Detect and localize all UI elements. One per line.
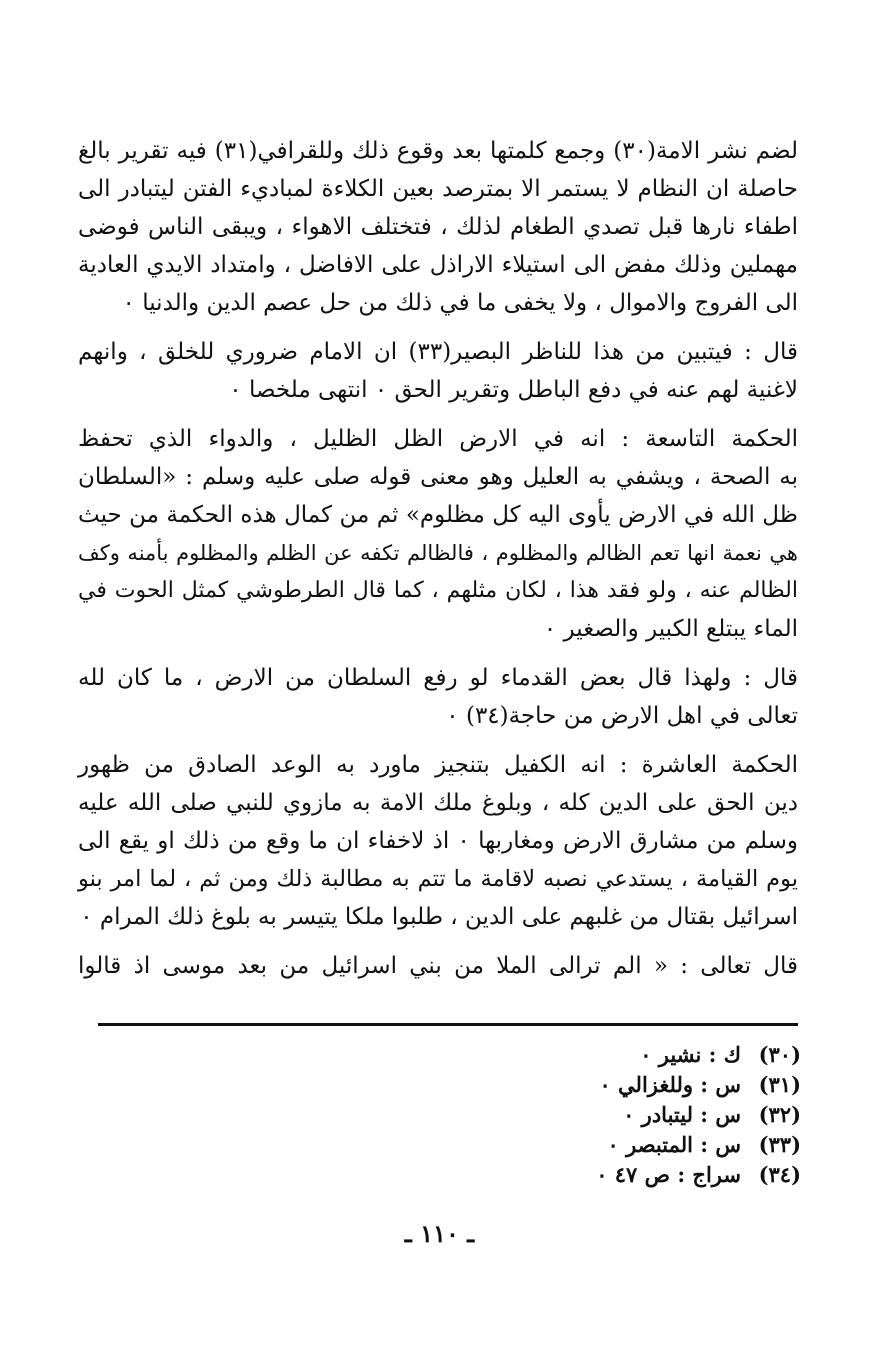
text-line: لاغنية لهم عنه في دفع الباطل وتقرير الحق ٠ انتهى ملخصا ٠ bbox=[229, 377, 798, 403]
text-line: الماء يبتلع الكبير والصغير ٠ bbox=[543, 616, 798, 642]
paragraph-2 bbox=[78, 333, 798, 409]
footnote-number: (٣٢) bbox=[758, 1102, 801, 1127]
footnote-item bbox=[501, 1130, 801, 1160]
text-line: قال : ولهذا قال بعض القدماء لو رفع السلطان من الارض ، ما كان لله bbox=[78, 665, 798, 691]
paragraph-3 bbox=[78, 420, 798, 648]
footnote-number: (٣١) bbox=[758, 1072, 801, 1097]
footnote-text: سراج : ص ٤٧ ٠ bbox=[596, 1162, 741, 1187]
text-line: ظل الله في الارض يأوى اليه كل مظلوم» ثم من كمال هذه الحكمة من حيث bbox=[78, 502, 798, 528]
footnote-number: (٣٣) bbox=[758, 1132, 801, 1157]
footnote-item bbox=[501, 1040, 801, 1070]
text-line: هي نعمة انها تعم الظالم والمظلوم ، فالظالم تكفه عن الظلم والمظلوم بأمنه وكف bbox=[78, 541, 798, 565]
text-line: لضم نشر الامة(٣٠) وجمع كلمتها بعد وقوع ذلك وللقرافي(٣١) فيه تقرير بالغ bbox=[78, 138, 799, 164]
page-number: ـ ١١٠ ـ bbox=[404, 1219, 475, 1248]
footnote-text: ك : نشير ٠ bbox=[640, 1042, 741, 1067]
text-line: يوم القيامة ، يستدعي نصبه لاقامة ما تتم به مطالبة ذلك ومن ثم ، لما امر بنو bbox=[78, 866, 798, 892]
paragraph-4 bbox=[78, 659, 798, 735]
text-line: وسلم من مشارق الارض ومغاربها ٠ اذ لاخفاء ان ما وقع من ذلك او يقع الى bbox=[78, 828, 798, 854]
paragraph-5 bbox=[78, 746, 798, 936]
text-line: الحكمة التاسعة : انه في الارض الظل الظليل ، والدواء الذي تحفظ bbox=[78, 426, 798, 452]
text-line: مهملين وذلك مفض الى استيلاء الاراذل على الافاضل ، وامتداد الايدي العادية bbox=[78, 252, 798, 278]
footnote-divider bbox=[98, 1023, 798, 1026]
footnote-text: س : المتبصر ٠ bbox=[607, 1132, 741, 1157]
text-line: اسرائيل بقتال من غلبهم على الدين ، طلبوا ملكا يتيسر به بلوغ ذلك المرام ٠ bbox=[80, 904, 798, 930]
footnote-text: س : وللغزالي ٠ bbox=[599, 1072, 741, 1097]
footnote-number: (٣٤) bbox=[758, 1162, 801, 1187]
text-line: قال : فيتبين من هذا للناظر البصير(٣٣) ان الامام ضروري للخلق ، وانهم bbox=[78, 339, 798, 365]
text-line: الظالم عنه ، ولو فقد هذا ، لكان مثلهم ، كما قال الطرطوشي كمثل الحوت في bbox=[78, 578, 798, 603]
text-line: به الصحة ، ويشفي به العليل وهو معنى قوله صلى عليه وسلم : «السلطان bbox=[78, 464, 798, 490]
footnote-item bbox=[501, 1100, 801, 1130]
text-line: الحكمة العاشرة : انه الكفيل بتنجيز ماورد به الوعد الصادق من ظهور bbox=[78, 752, 798, 778]
main-text bbox=[78, 132, 798, 996]
text-line: اطفاء نارها قبل تصدي الطغام لذلك ، فتختلف الاهواء ، ويبقى الناس فوضى bbox=[78, 214, 798, 240]
text-line: دين الحق على الدين كله ، وبلوغ ملك الامة به مازوي للنبي صلى الله عليه bbox=[78, 790, 798, 816]
paragraph-6 bbox=[78, 947, 798, 985]
text-line: الى الفروج والاموال ، ولا يخفى ما في ذلك من حل عصم الدين والدنيا ٠ bbox=[122, 290, 798, 316]
footnote-item bbox=[501, 1160, 801, 1190]
paragraph-1 bbox=[78, 132, 798, 322]
text-line: قال تعالى : « الم ترالى الملا من بني اسرائيل من بعد موسى اذ قالوا bbox=[78, 953, 798, 979]
footnote-number: (٣٠) bbox=[758, 1042, 801, 1067]
text-line: تعالى في اهل الارض من حاجة(٣٤) ٠ bbox=[446, 703, 798, 729]
footnote-item bbox=[501, 1070, 801, 1100]
footnote-text: س : ليتبادر ٠ bbox=[623, 1102, 741, 1127]
footnotes bbox=[501, 1040, 801, 1190]
text-line: حاصلة ان النظام لا يستمر الا بمترصد بعين الكلاءة لمباديء الفتن ليتبادر الى bbox=[78, 176, 798, 202]
